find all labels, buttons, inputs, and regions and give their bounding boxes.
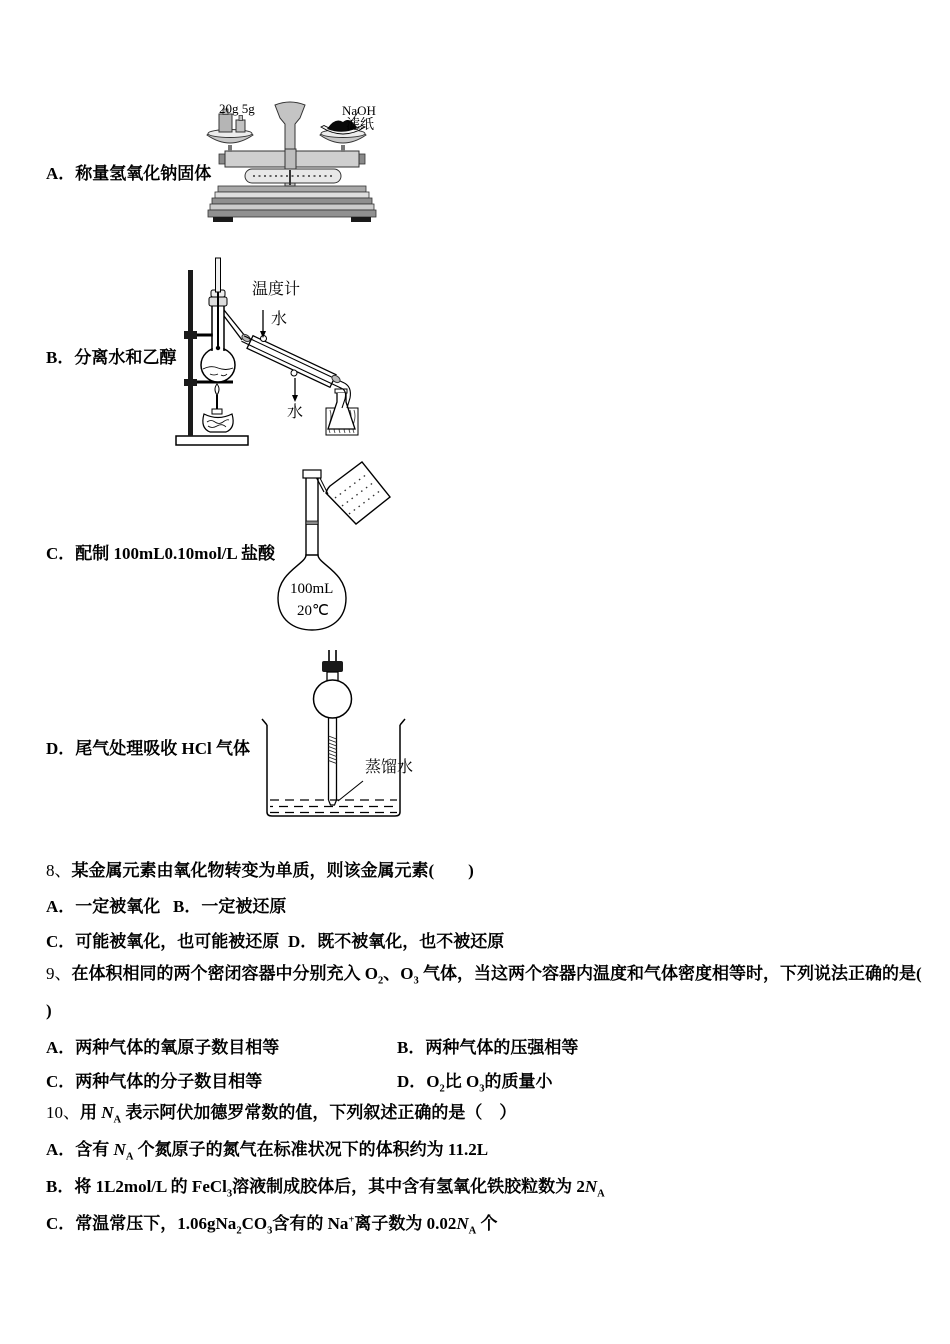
flask-volume-label: 100mL xyxy=(290,581,334,597)
volumetric-flask-drawing xyxy=(272,460,392,635)
question8-option-b: B．一定被还原 xyxy=(173,897,287,916)
figure-distillation xyxy=(166,252,371,447)
figure-gas-absorption xyxy=(250,648,435,838)
filter-paper-label: 滤纸 xyxy=(346,118,374,133)
balance-beam xyxy=(219,149,365,185)
flask-temp-label: 20℃ xyxy=(297,603,329,619)
water-out-label: 水 xyxy=(287,404,304,421)
question8-option-c: C．可能被氧化，也可能被还原 xyxy=(46,932,280,951)
option-b-caption: B．分离水和乙醇 xyxy=(46,348,177,367)
label-leader-line xyxy=(338,781,363,801)
question8-option-d: D．既不被氧化，也不被还原 xyxy=(288,932,505,951)
receiving-flask xyxy=(328,383,355,429)
option-d-caption: D．尾气处理吸收 HCl 气体 xyxy=(46,739,250,758)
question9-stem-close: ) xyxy=(46,1001,52,1020)
question10-option-a: A．含有 $N_A$ 个氮原子的氮气在标准状况下的体积约为 11.2L xyxy=(46,1140,489,1163)
figure-volumetric-flask xyxy=(272,460,392,635)
question8-stem: 8、某金属元素由氧化物转变为单质，则该金属元素( ) xyxy=(46,861,474,880)
question9-option-c: C．两种气体的分子数目相等 xyxy=(46,1072,263,1091)
thermometer-label: 温度计 xyxy=(252,281,301,298)
question10-stem: 10、用 $N_A$ 表示阿伏加德罗常数的值，下列叙述正确的是（ ） xyxy=(46,1103,517,1126)
distilled-water-label: 蒸馏水 xyxy=(365,759,414,776)
gas-absorption-drawing xyxy=(250,648,435,838)
question9-option-a: A．两种气体的氧原子数目相等 xyxy=(46,1038,280,1057)
distilled-water xyxy=(270,800,397,813)
question8-option-a: A．一定被氧化 xyxy=(46,897,161,916)
alcohol-lamp xyxy=(203,384,233,432)
weights-label: 20g 5g xyxy=(219,101,255,116)
ball-tube xyxy=(314,650,352,805)
water-in-arrow xyxy=(260,310,266,338)
water-out-arrow xyxy=(292,378,298,402)
water-in-label: 水 xyxy=(271,311,288,328)
pouring-beaker xyxy=(315,462,390,524)
question10-option-b: B．将 1L2mol/L 的 FeCl$_3$溶液制成胶体后，其中含有氢氧化铁胶粒数为 $2N_A$ xyxy=(46,1177,605,1200)
tube-hatch xyxy=(329,736,337,764)
option-c-caption: C．配制 100mL0.10mol/L 盐酸 xyxy=(46,544,276,563)
naoh-label: NaOH xyxy=(342,103,376,118)
figure-balance xyxy=(203,99,381,223)
option-a-caption: A．称量氢氧化钠固体 xyxy=(46,164,212,183)
balance-base xyxy=(208,186,376,222)
question10-option-c: C．常温常压下，$1.06gNa_2CO_3$含有的 Na+离子数为 $0.02N_A$ 个 xyxy=(46,1214,498,1237)
question9-option-b: B．两种气体的压强相等 xyxy=(397,1038,579,1057)
question9-stem: 9、在体积相同的两个密闭容器中分别充入 $O_2$、$O_3$ 气体，当这两个容器内温度和气体密度相等时，下列说法正确的是( xyxy=(46,964,922,987)
question9-option-d: D．$O_2$比 $O_3$的质量小 xyxy=(397,1072,553,1095)
